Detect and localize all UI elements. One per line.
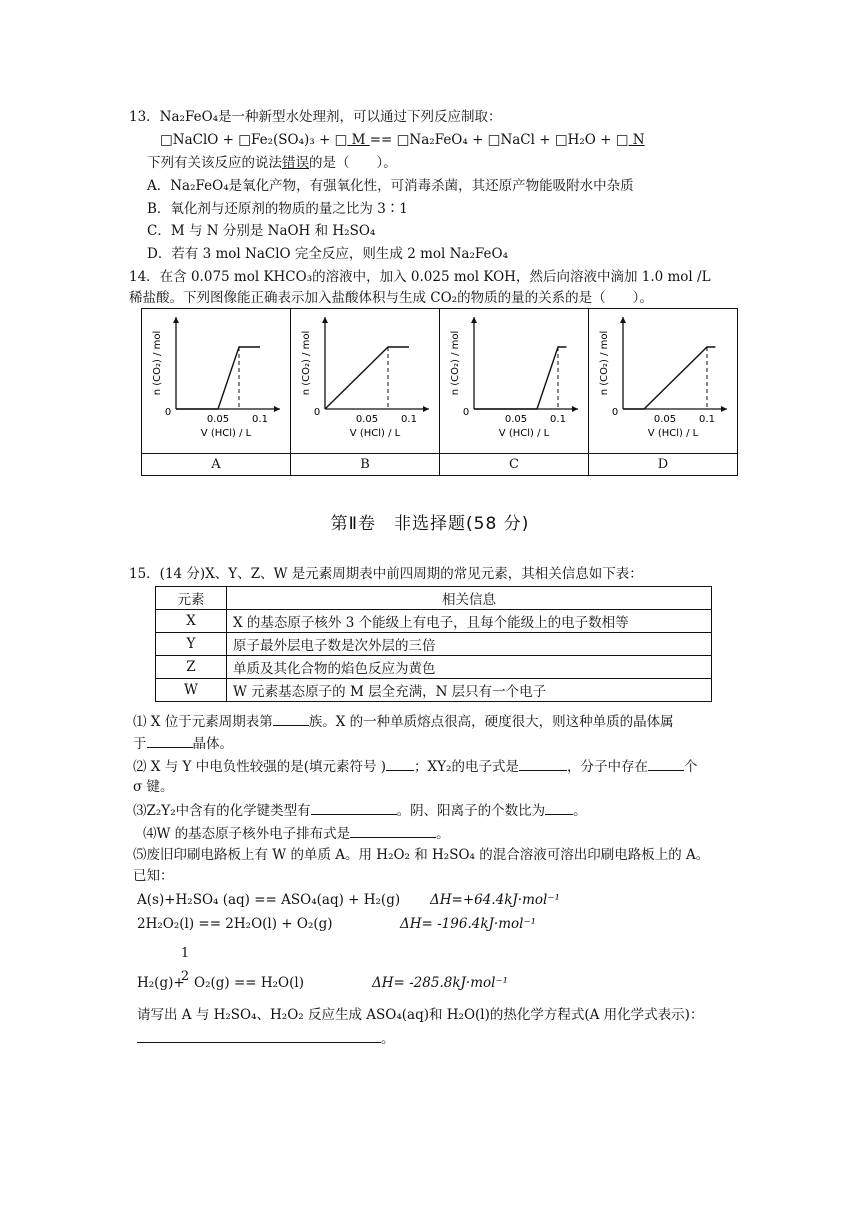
- q15-p1b: 族。X 的一种单质熔点很高，硬度很大，则这种单质的晶体属: [308, 714, 674, 730]
- x-tick-label: 0.1: [401, 414, 417, 425]
- series-line: [623, 347, 715, 409]
- y-axis-arrow: [322, 317, 328, 323]
- graph-cell-d: [589, 309, 738, 454]
- y-axis-arrow: [620, 317, 626, 323]
- x-axis-label: V (HCl) / L: [498, 428, 550, 439]
- origin-label: 0: [164, 407, 172, 418]
- q13-option-c: C．M 与 N 分别是 NaOH 和 H₂SO₄: [147, 223, 376, 239]
- answer-blank-4[interactable]: [519, 757, 567, 771]
- x-axis-arrow: [572, 406, 578, 412]
- q13-ask: [147, 154, 397, 172]
- info-text: X 的基态原子核外 3 个能级上有电子，且每个能级上的电子数相等: [227, 610, 712, 633]
- q15-p2b: ；XY₂的电子式是: [414, 759, 519, 775]
- q15-p1d: 晶体。: [192, 736, 233, 752]
- graph-cell-a: [142, 309, 291, 454]
- answer-blank-3[interactable]: [386, 757, 414, 771]
- q15-part5-line2: 已知：: [133, 868, 174, 884]
- q13-eq-n: N: [628, 132, 645, 148]
- series-line: [474, 347, 566, 409]
- table-row: [156, 679, 712, 702]
- answer-blank-5[interactable]: [648, 757, 684, 771]
- series-line: [176, 347, 260, 409]
- q14-line2: 稀盐酸。下列图像能正确表示加入盐酸体积与生成 CO₂的物质的量的关系的是（ ）。: [129, 290, 653, 306]
- info-header-element: 元素: [156, 587, 227, 610]
- q15-p3b: 。阴、阳离子的个数比为: [396, 803, 546, 819]
- answer-blank-8[interactable]: [350, 824, 436, 838]
- q15-p3c: 。: [573, 803, 587, 819]
- q15-p1c: 于: [133, 736, 147, 752]
- graph-c: [440, 309, 588, 449]
- y-axis-label: n (CO₂) / mol: [152, 330, 163, 396]
- q15-part4: [143, 824, 450, 843]
- q15-p3a: ⑶Z₂Y₂中含有的化学键类型有: [133, 803, 311, 819]
- x-axis-label: V (HCl) / L: [647, 428, 699, 439]
- q13-option-b: B．氧化剂与还原剂的物质的量之比为 3∶1: [147, 201, 408, 217]
- section-title: 第Ⅱ卷 非选择题(58 分): [330, 514, 530, 534]
- x-tick-label: 0.05: [653, 414, 677, 425]
- answer-blank-6[interactable]: [311, 801, 397, 815]
- y-axis-label: n (CO₂) / mol: [599, 330, 610, 396]
- info-text: 原子最外层电子数是次外层的三倍: [227, 633, 712, 656]
- y-axis-arrow: [173, 317, 179, 323]
- q13-eq-left: □NaClO + □Fe₂(SO₄)₃ + □: [160, 132, 348, 148]
- fraction-numerator: 1: [180, 946, 190, 961]
- q14-line1: 14．在含 0.075 mol KHCO₃的溶液中，加入 0.025 mol KOH，然后向溶液中滴加 1.0 mol /L: [129, 269, 711, 285]
- y-axis-label: n (CO₂) / mol: [450, 330, 461, 396]
- q13-ask-und: 错误: [282, 155, 309, 171]
- graph-d: [589, 309, 737, 449]
- x-axis-arrow: [274, 406, 280, 412]
- answer-blank-1[interactable]: [273, 712, 309, 726]
- q13-ask-pre: 下列有关该反应的说法: [147, 155, 282, 171]
- q14-graph-table: [141, 308, 738, 476]
- answer-blank-7[interactable]: [545, 801, 573, 815]
- graph-label-d: D: [589, 454, 738, 476]
- thermo-eq-1: A(s)+H₂SO₄ (aq) == ASO₄(aq) + H₂(g): [137, 892, 401, 908]
- thermo-dh-1: ΔH=+64.4kJ·mol⁻¹: [430, 892, 560, 908]
- x-tick-label: 0.05: [355, 414, 379, 425]
- q15-p2c: ，分子中存在: [566, 759, 648, 775]
- x-tick-label: 0.05: [206, 414, 230, 425]
- q15-part3: [133, 801, 587, 820]
- info-text: W 元素基态原子的 M 层全充满，N 层只有一个电子: [227, 679, 712, 702]
- q15-info-table: [155, 586, 712, 702]
- info-element: Y: [156, 633, 227, 656]
- info-table-header: [156, 587, 712, 610]
- thermo-dh-3: ΔH= -285.8kJ·mol⁻¹: [372, 975, 509, 991]
- series-line: [325, 347, 409, 409]
- fraction-gap: [178, 961, 192, 969]
- x-tick-label: 0.1: [550, 414, 566, 425]
- x-axis-arrow: [721, 406, 727, 412]
- q15-p2a: ⑵ X 与 Y 中电负性较强的是(填元素符号 ): [133, 759, 387, 775]
- q15-part2-line2: σ 键。: [133, 779, 174, 795]
- graph-a: [142, 309, 290, 449]
- graph-label-b: B: [291, 454, 440, 476]
- thermo-dh-2: ΔH= -196.4kJ·mol⁻¹: [400, 916, 537, 932]
- q15-part1-line2: [133, 734, 233, 753]
- q15-p4b: 。: [436, 826, 450, 842]
- table-row: [156, 610, 712, 633]
- origin-label: 0: [462, 407, 470, 418]
- x-axis-arrow: [423, 406, 429, 412]
- info-text: 单质及其化合物的焰色反应为黄色: [227, 656, 712, 679]
- q13-eq-mid: == □Na₂FeO₄ + □NaCl + □H₂O + □: [369, 132, 629, 148]
- q13-ask-post: 的是（ ）。: [309, 155, 397, 171]
- q15-part5-line1: ⑸废旧印刷电路板上有 W 的单质 A。用 H₂O₂ 和 H₂SO₄ 的混合溶液可溶出印刷电路板上的 A。: [133, 847, 710, 863]
- graph-cell-b: [291, 309, 440, 454]
- q15-stem: 15．(14 分)X、Y、Z、W 是元素周期表中前四周期的常见元素，其相关信息如下表：: [129, 566, 643, 582]
- q15-part5-ask: 请写出 A 与 H₂SO₄、H₂O₂ 反应生成 ASO₄(aq)和 H₂O(l)的热化学方程式(A 用化学式表示)：: [137, 1007, 704, 1023]
- x-axis-label: V (HCl) / L: [349, 428, 401, 439]
- q13-stem: 13．Na₂FeO₄是一种新型水处理剂，可以通过下列反应制取：: [129, 109, 502, 125]
- graph-label-a: A: [142, 454, 291, 476]
- q15-part2-line1: [133, 757, 697, 776]
- q15-part5-answer: [137, 1029, 395, 1048]
- thermo-eq-3b: O₂(g) == H₂O(l): [194, 975, 304, 991]
- fraction-denominator: 2: [180, 969, 190, 984]
- table-row: [156, 656, 712, 679]
- x-tick-label: 0.1: [252, 414, 268, 425]
- q15-p5d: 。: [381, 1031, 395, 1047]
- y-axis-label: n (CO₂) / mol: [301, 330, 312, 396]
- origin-label: 0: [313, 407, 321, 418]
- q15-p1a: ⑴ X 位于元素周期表第: [133, 714, 273, 730]
- thermo-eq-2: 2H₂O₂(l) == 2H₂O(l) + O₂(g): [137, 916, 333, 932]
- table-row: [156, 633, 712, 656]
- thermo-eq-3a: H₂(g)+: [137, 975, 185, 991]
- origin-label: 0: [611, 407, 619, 418]
- q13-equation: [160, 131, 645, 149]
- q13-option-d: D．若有 3 mol NaClO 完全反应，则生成 2 mol Na₂FeO₄: [147, 246, 508, 262]
- info-element: X: [156, 610, 227, 633]
- answer-blank-9[interactable]: [137, 1029, 381, 1043]
- q13-option-a: A．Na₂FeO₄是氧化产物，有强氧化性，可消毒杀菌，其还原产物能吸附水中杂质: [147, 178, 634, 194]
- answer-blank-2[interactable]: [147, 734, 193, 748]
- x-tick-label: 0.05: [504, 414, 528, 425]
- x-tick-label: 0.1: [699, 414, 715, 425]
- graph-b: [291, 309, 439, 449]
- q15-part1-line1: [133, 712, 674, 731]
- graph-cell-c: [440, 309, 589, 454]
- q15-p2d: 个: [683, 759, 698, 775]
- info-element: Z: [156, 656, 227, 679]
- q13-eq-m: M: [347, 132, 370, 148]
- q15-p4a: ⑷W 的基态原子核外电子排布式是: [143, 826, 351, 842]
- info-header-info: 相关信息: [227, 587, 712, 610]
- x-axis-label: V (HCl) / L: [200, 428, 252, 439]
- y-axis-arrow: [471, 317, 477, 323]
- info-element: W: [156, 679, 227, 702]
- graph-label-c: C: [440, 454, 589, 476]
